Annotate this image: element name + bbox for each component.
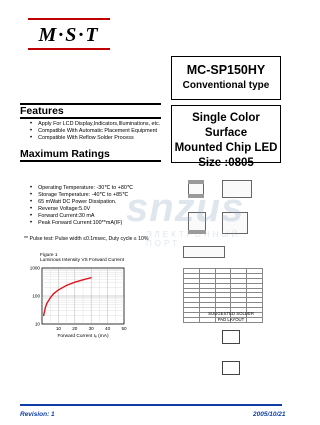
- y-tick-label: 1000: [29, 265, 40, 271]
- luminous-intensity-chart: [18, 264, 132, 340]
- watermark-subtitle: ЭЛЕКТРОННЫЙ ПОРТ: [146, 230, 241, 248]
- x-tick-label: 40: [105, 326, 111, 331]
- list-item: • Operating Temperature: -30℃ to +80℃: [30, 185, 133, 192]
- footer-rule: [20, 404, 282, 406]
- features-heading: Features: [20, 105, 64, 117]
- solder-pad-top: [222, 330, 240, 344]
- x-tick-label: 20: [72, 326, 78, 331]
- list-item: • Forward Current:30 mA: [30, 213, 133, 220]
- description-line-2: Mounted Chip LED: [174, 142, 278, 154]
- list-item: • Reverse Voltage:5.0V: [30, 206, 133, 213]
- ratings-underline: [20, 160, 161, 162]
- logo-text: M·S·T: [38, 24, 100, 46]
- logo-top-bar: [28, 18, 110, 20]
- revision-date: 2005/10/21: [253, 411, 286, 418]
- solder-caption-line-2: PAD LAYOUT: [217, 316, 245, 322]
- x-axis-label: Forward Current Iₑ (mA): [57, 334, 109, 339]
- list-item: • Compatible With Reflow Solder Process: [30, 135, 160, 142]
- solder-caption-line-1: SUGGESTED SOLDER: [208, 311, 254, 316]
- y-tick-label: 100: [32, 293, 40, 299]
- chart-svg: [18, 264, 132, 340]
- part-number: MC-SP150HY: [186, 63, 266, 77]
- description-line-3: Size :0805: [198, 157, 254, 169]
- list-item: • Apply For LCD Display,Indicators,Illuminations, etc.: [30, 121, 160, 128]
- site-watermark: [126, 186, 266, 248]
- y-tick-label: 10: [34, 321, 40, 327]
- pulse-note: ** Pulse test: Pulse width ≤0.1msec, Duty cycle ≤ 10%: [24, 236, 149, 242]
- list-item: • Compatible With Automatic Placement Equipment: [30, 128, 160, 135]
- features-underline: [20, 117, 161, 119]
- table-cell: [184, 317, 200, 322]
- x-tick-label: 30: [88, 326, 94, 331]
- part-subtitle: Conventional type: [182, 80, 270, 91]
- features-list: [30, 121, 160, 142]
- x-tick-label: 10: [55, 326, 61, 331]
- watermark-logo: snzus: [126, 186, 245, 230]
- description-line-1: Single Color Surface: [192, 112, 260, 139]
- figure-caption-title: Luminous Intensity VS Forward Current: [40, 258, 124, 263]
- solder-pad-bottom: [222, 361, 240, 375]
- package-lead: [188, 180, 204, 184]
- company-logo: [28, 16, 110, 52]
- product-description-box: [171, 105, 281, 169]
- list-item: • Peak Forward Current:100**mA(IF): [30, 220, 133, 227]
- part-title-box: [171, 56, 281, 100]
- ratings-heading: Maximum Ratings: [20, 148, 110, 160]
- list-item: • 65 mWatt DC Power Dissipation.: [30, 199, 133, 206]
- ratings-list: [30, 185, 133, 227]
- figure-caption: Figure 1: [40, 253, 58, 258]
- logo-bottom-bar: [28, 48, 110, 50]
- solder-pad-caption: [201, 311, 261, 322]
- list-item: • Storage Temperature: -40℃ to +85℃: [30, 192, 133, 199]
- revision-label: Revision: 1: [20, 411, 55, 418]
- x-tick-label: 50: [121, 326, 127, 331]
